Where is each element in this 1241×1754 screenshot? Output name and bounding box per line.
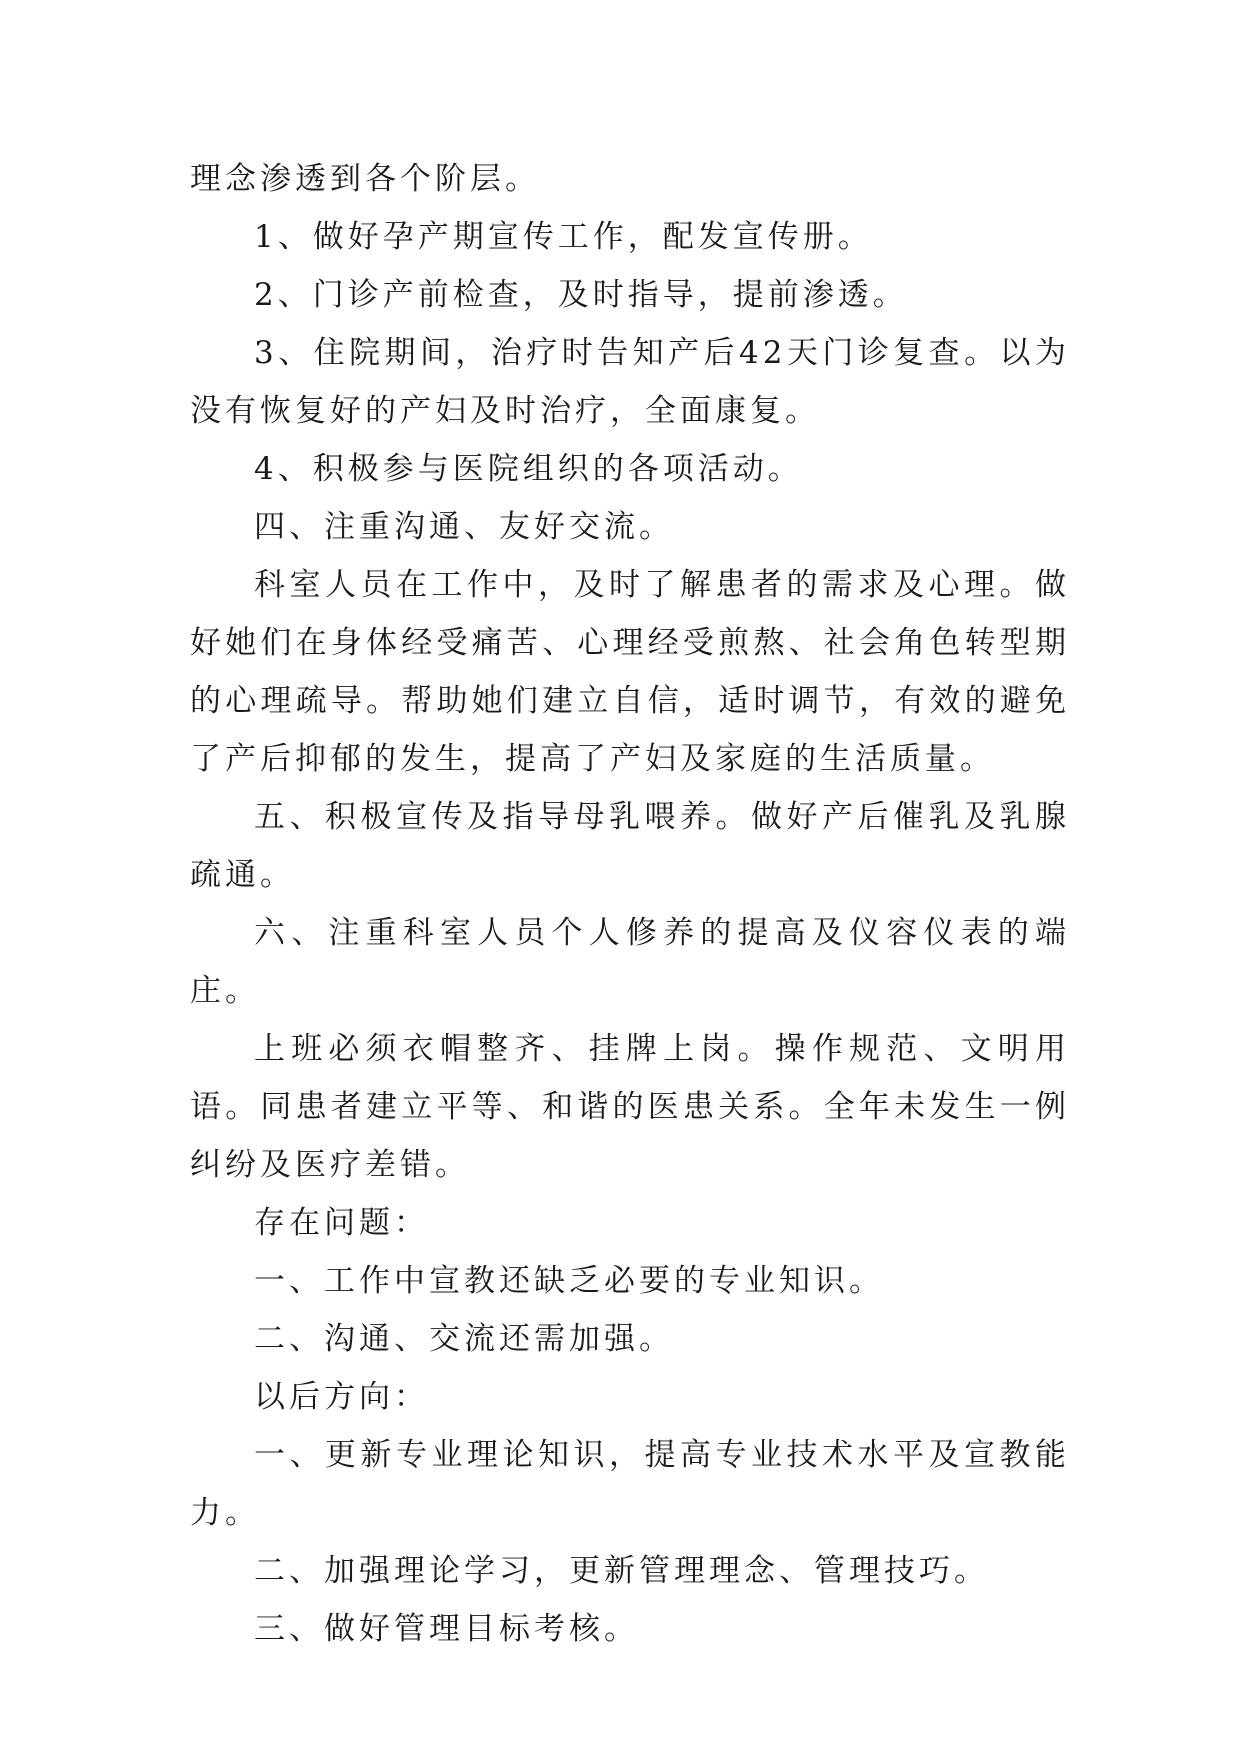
section-heading: 以后方向： <box>254 1379 429 1415</box>
paragraph: 2、门诊产前检查，及时指导，提前渗透。 <box>254 277 908 313</box>
list-item: 二、加强理论学习，更新管理理念、管理技巧。 <box>254 1553 989 1589</box>
section-heading: 六、注重科室人员个人修养的提高及仪容仪表的端庄。 <box>190 915 1070 1009</box>
paragraph: 上班必须衣帽整齐、挂牌上岗。操作规范、文明用语。同患者建立平等、和谐的医患关系。全年未发生一例纠纷及医疗差错。 <box>190 1031 1070 1183</box>
list-item: 二、沟通、交流还需加强。 <box>254 1321 674 1357</box>
paragraph: 3、住院期间，治疗时告知产后42天门诊复查。以为没有恢复好的产妇及时治疗，全面康复。 <box>190 335 1070 429</box>
section-heading: 存在问题： <box>254 1205 429 1241</box>
paragraph: 4、积极参与医院组织的各项活动。 <box>254 451 803 487</box>
section-heading: 四、注重沟通、友好交流。 <box>254 509 674 545</box>
document-body <box>190 150 1070 1658</box>
paragraph: 理念渗透到各个阶层。 <box>190 161 540 197</box>
list-item: 三、做好管理目标考核。 <box>254 1611 639 1647</box>
section-heading: 五、积极宣传及指导母乳喂养。做好产后催乳及乳腺疏通。 <box>190 799 1070 893</box>
paragraph: 1、做好孕产期宣传工作，配发宣传册。 <box>254 219 873 255</box>
list-item: 一、工作中宣教还缺乏必要的专业知识。 <box>254 1263 884 1299</box>
list-item: 一、更新专业理论知识，提高专业技术水平及宣教能力。 <box>190 1437 1070 1531</box>
paragraph: 科室人员在工作中，及时了解患者的需求及心理。做好她们在身体经受痛苦、心理经受煎熬、社会角色转型期的心理疏导。帮助她们建立自信，适时调节，有效的避免了产后抑郁的发生，提高了产妇及家庭的生活质量。 <box>190 567 1070 777</box>
